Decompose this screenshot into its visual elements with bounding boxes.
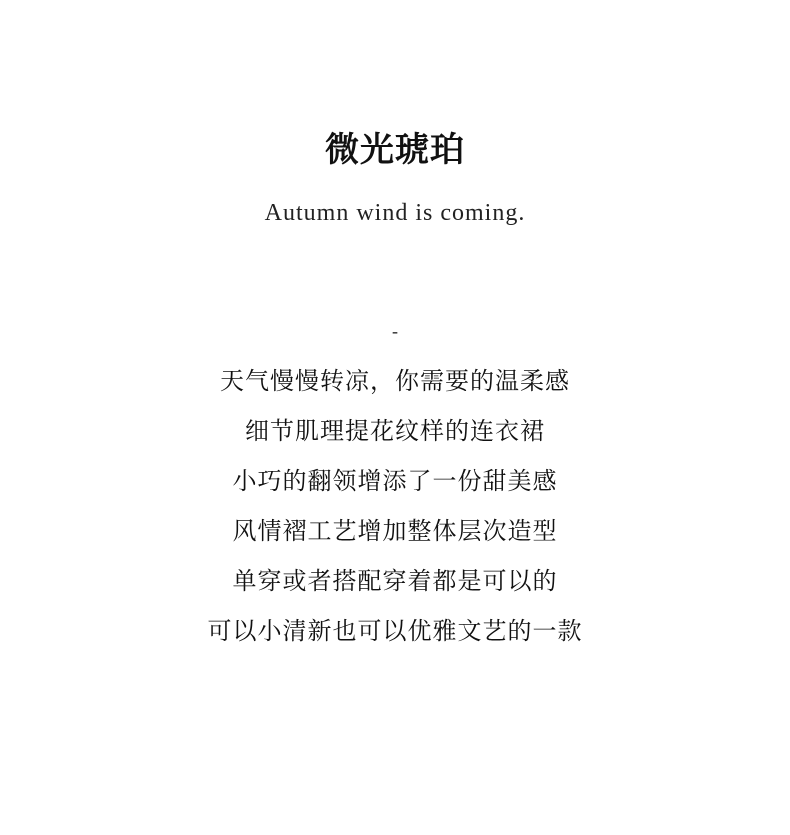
- description-line: 细节肌理提花纹样的连衣裙: [245, 417, 545, 445]
- description-line: 可以小清新也可以优雅文艺的一款: [207, 617, 583, 645]
- description-line: 天气慢慢转凉，你需要的温柔感: [220, 367, 570, 395]
- page-title: 微光琥珀: [325, 130, 465, 170]
- page-subtitle: Autumn wind is coming.: [264, 200, 526, 226]
- description-line: 风情褶工艺增加整体层次造型: [232, 517, 558, 545]
- description-line: 单穿或者搭配穿着都是可以的: [232, 567, 558, 595]
- description-lines: [0, 356, 790, 656]
- description-line: 小巧的翻领增添了一份甜美感: [232, 467, 558, 495]
- divider-mark: -: [392, 321, 398, 341]
